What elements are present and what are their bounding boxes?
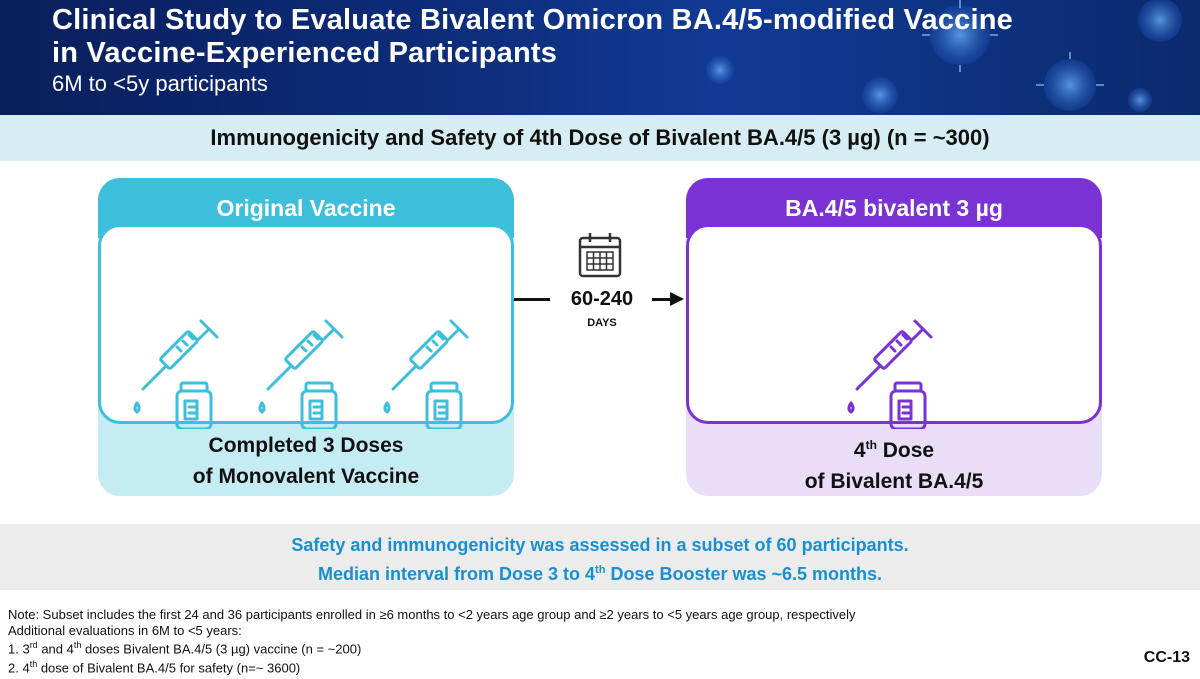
bivalent-vaccine-body bbox=[686, 224, 1102, 424]
interval-days-label: DAYS bbox=[587, 317, 617, 329]
calendar-icon bbox=[577, 230, 623, 280]
original-vaccine-heading: Original Vaccine bbox=[98, 178, 514, 238]
caption-line2: of Monovalent Vaccine bbox=[192, 465, 420, 488]
bivalent-vaccine-panel bbox=[686, 178, 1102, 496]
caption-line1: 4th Dose bbox=[853, 438, 935, 462]
summary-line2: Median interval from Dose 3 to 4th Dose Booster was ~6.5 months. bbox=[317, 564, 883, 584]
slide-code: CC-13 bbox=[1143, 649, 1190, 666]
arrow-right-icon bbox=[670, 292, 684, 306]
section-title-band bbox=[0, 115, 1200, 161]
slide-title-line2: in Vaccine-Experienced Participants bbox=[52, 37, 558, 69]
caption-line1: Completed 3 Doses bbox=[208, 434, 404, 457]
original-vaccine-caption bbox=[98, 430, 514, 492]
slide-subtitle: 6M to <5y participants bbox=[52, 71, 268, 96]
interval-days-value: 60-240 bbox=[570, 288, 634, 310]
timeline-line-left bbox=[514, 298, 550, 301]
timeline-line-right bbox=[652, 298, 672, 301]
syringe-vial-icon bbox=[381, 317, 481, 429]
original-vaccine-body bbox=[98, 224, 514, 424]
summary-line1: Safety and immunogenicity was assessed in a subset of 60 participants. bbox=[291, 535, 909, 555]
bivalent-vaccine-heading: BA.4/5 bivalent 3 µg bbox=[686, 178, 1102, 238]
syringe-vial-icon bbox=[845, 317, 945, 429]
syringe-vial-icon bbox=[256, 317, 356, 429]
original-vaccine-panel bbox=[98, 178, 514, 496]
section-title: Immunogenicity and Safety of 4th Dose of Bivalent BA.4/5 (3 µg) (n = ~300) bbox=[210, 125, 990, 150]
summary-box bbox=[0, 524, 1200, 590]
slide-title-line1: Clinical Study to Evaluate Bivalent Omicron BA.4/5-modified Vaccine bbox=[52, 4, 1013, 36]
footnotes bbox=[8, 607, 856, 676]
footnote-item-1: 1. 3rd and 4th doses Bivalent BA.4/5 (3 µg) vaccine (n = ~200) bbox=[8, 640, 362, 657]
header-banner bbox=[0, 0, 1200, 115]
footnote-1: Note: Subset includes the first 24 and 36 participants enrolled in ≥6 months to <2 years age group and ≥2 years to <5 years age group, respectively bbox=[8, 607, 856, 622]
footnote-2: Additional evaluations in 6M to <5 years: bbox=[8, 622, 242, 638]
bivalent-vaccine-caption bbox=[686, 430, 1102, 497]
footnote-item-2: 2. 4th dose of Bivalent BA.4/5 for safety (n=~ 3600) bbox=[8, 658, 301, 676]
caption-line2: of Bivalent BA.4/5 bbox=[804, 470, 984, 493]
syringe-vial-icon bbox=[131, 317, 231, 429]
